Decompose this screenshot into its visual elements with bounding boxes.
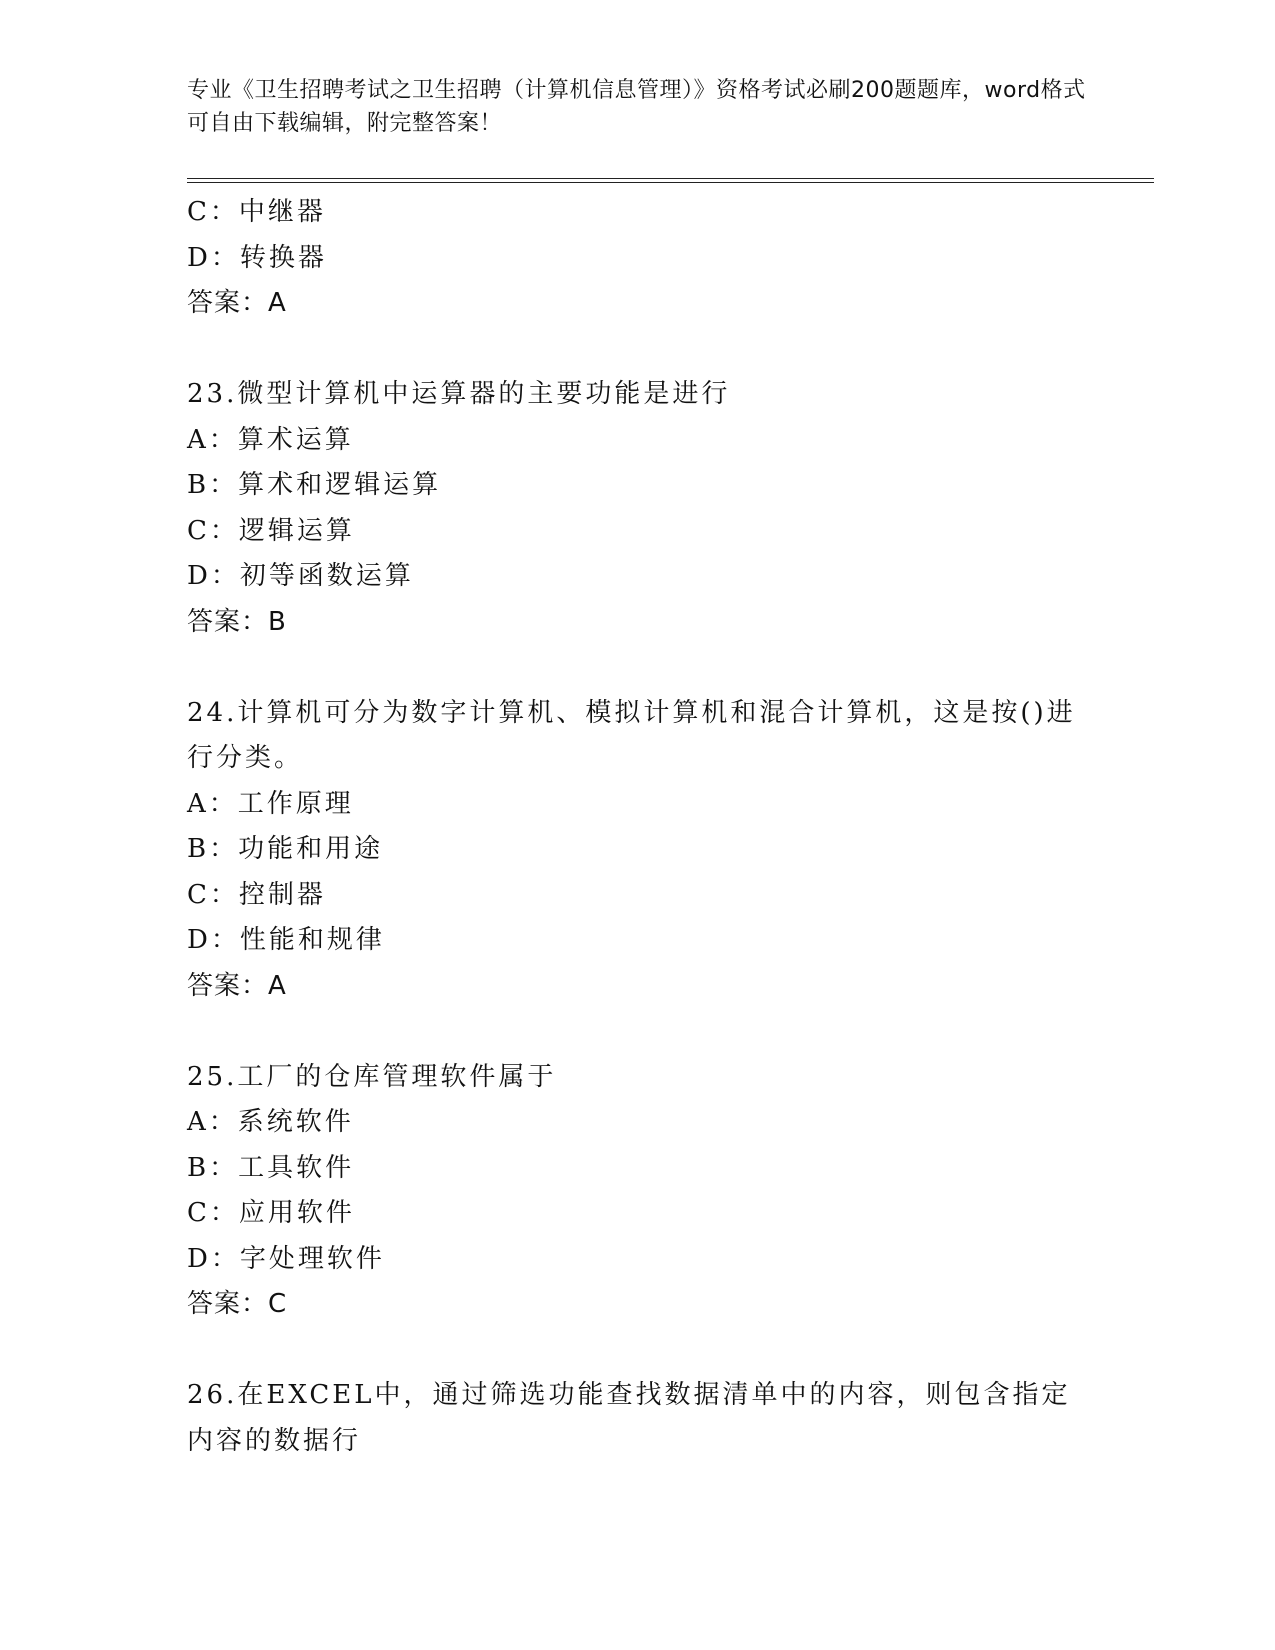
option-d (187, 1237, 1087, 1283)
option-label: D： (187, 925, 240, 955)
option-b (187, 1146, 1087, 1192)
option-label: A： (187, 424, 238, 455)
option-a (187, 782, 1087, 828)
option-label: D： (187, 561, 240, 591)
answer: 答案：B (187, 606, 287, 637)
option-text: 应用软件 (238, 1198, 355, 1228)
option-c (187, 1191, 1087, 1237)
option-label: B： (187, 470, 239, 500)
option-text: 算术和逻辑运算 (238, 470, 442, 500)
option-label: C： (187, 879, 239, 910)
option-label: C： (187, 197, 239, 227)
option-text: 字处理软件 (239, 1243, 385, 1274)
option-text: 工作原理 (237, 788, 354, 819)
option-text: 功能和用途 (238, 834, 384, 864)
option-text: 逻辑运算 (238, 515, 355, 546)
spacer (187, 645, 1087, 691)
spacer (187, 1009, 1087, 1055)
option-c (187, 190, 1087, 236)
option-text: 系统软件 (237, 1107, 354, 1137)
option-d (187, 554, 1087, 600)
spacer (187, 327, 1087, 373)
question-stem: 26.在EXCEL中，通过筛选功能查找数据清单中的内容，则包含指定内容的数据行 (187, 1380, 1071, 1456)
option-label: B： (187, 1152, 239, 1183)
question-stem: 23.微型计算机中运算器的主要功能是进行 (187, 379, 731, 409)
answer: 答案：C (187, 1289, 288, 1319)
question-stem: 24.计算机可分为数字计算机、模拟计算机和混合计算机，这是按()进行分类。 (187, 697, 1076, 773)
question-26 (187, 1373, 1087, 1464)
question-23 (187, 372, 1087, 645)
option-label: B： (187, 834, 239, 864)
option-label: D： (187, 242, 240, 273)
header-divider (187, 178, 1154, 183)
option-label: C： (187, 1198, 239, 1228)
spacer (187, 1328, 1087, 1374)
option-a (187, 418, 1087, 464)
option-label: D： (187, 1243, 240, 1274)
option-text: 初等函数运算 (239, 561, 414, 591)
option-text: 算术运算 (237, 424, 354, 455)
answer: 答案：A (187, 970, 287, 1001)
question-24 (187, 691, 1087, 1010)
header-title: 专业《卫生招聘考试之卫生招聘（计算机信息管理）》资格考试必刷200题题库，word格式可自由下载编辑，附完整答案！ (187, 78, 1086, 136)
question-list (187, 190, 1087, 1464)
option-text: 控制器 (238, 879, 326, 910)
question-22-tail (187, 190, 1087, 327)
option-text: 转换器 (239, 242, 327, 273)
option-d (187, 236, 1087, 282)
option-b (187, 827, 1087, 873)
question-25 (187, 1055, 1087, 1328)
option-d (187, 918, 1087, 964)
question-stem: 25.工厂的仓库管理软件属于 (187, 1061, 557, 1092)
option-b (187, 463, 1087, 509)
option-label: A： (187, 788, 238, 819)
option-text: 工具软件 (238, 1152, 355, 1183)
option-label: A： (187, 1107, 238, 1137)
option-c (187, 509, 1087, 555)
option-a (187, 1100, 1087, 1146)
option-text: 中继器 (238, 197, 326, 227)
page-header (187, 74, 1087, 140)
option-label: C： (187, 515, 239, 546)
option-text: 性能和规律 (239, 925, 385, 955)
answer: 答案：A (187, 288, 287, 318)
option-c (187, 873, 1087, 919)
